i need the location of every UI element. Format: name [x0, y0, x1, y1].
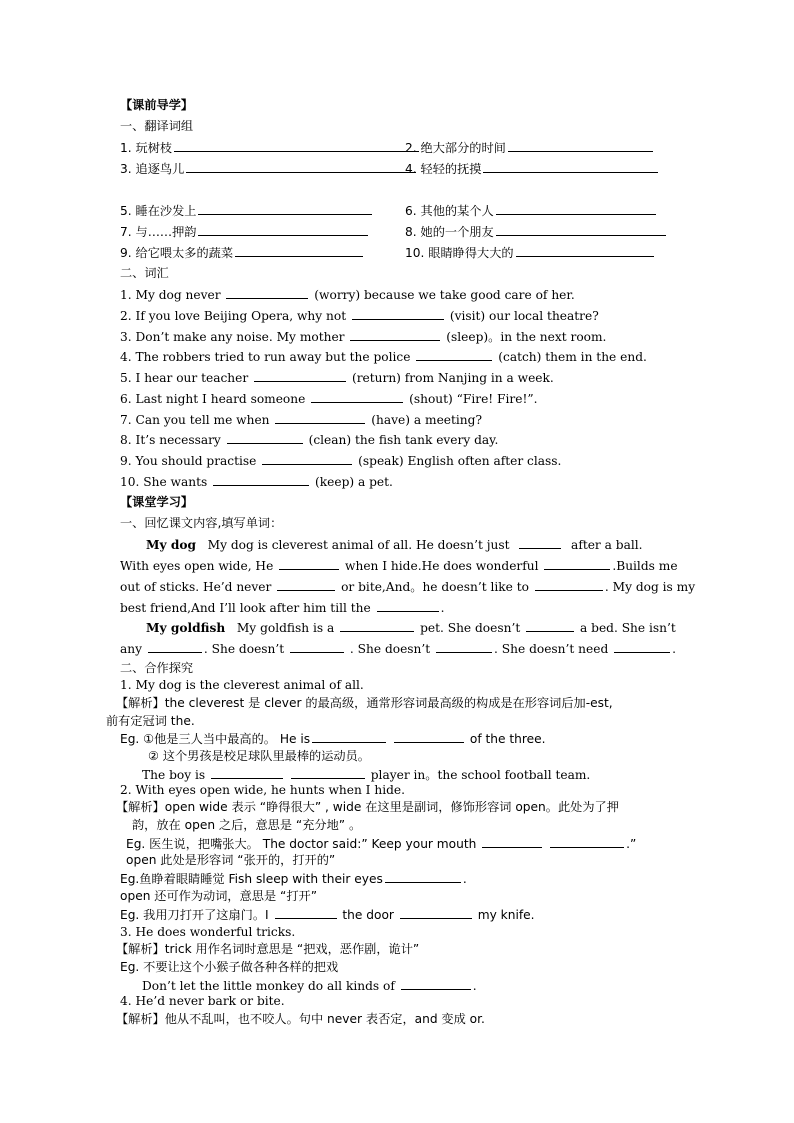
vocab-rest: (catch) them in the end.: [498, 350, 647, 364]
vocab-rest: (have) a meeting?: [371, 413, 482, 427]
item-sentence: 3. He does wonderful tricks.: [120, 925, 296, 939]
passage-text: With eyes open wide, He: [120, 559, 274, 573]
vocab-prompt: 6. Last night I heard someone: [120, 392, 306, 406]
passage-line: [120, 639, 677, 659]
analysis-text: 【解析】open wide 表示 “睁得很大” , wide 在这里是副词，修饰形容词 open。此处为了押: [116, 800, 619, 814]
example-text: Eg.鱼睁着眼睛睡觉 Fish sleep with their eyes: [120, 872, 383, 886]
phrase-row: [120, 243, 680, 264]
section-title-preview: 【课前导学】: [120, 98, 194, 112]
answer-blank[interactable]: [394, 729, 464, 743]
phrase-left: 3. 追逐鸟儿: [120, 162, 185, 176]
answer-blank[interactable]: [262, 451, 352, 465]
example-line: [120, 905, 674, 925]
example-text: The boy is: [142, 768, 206, 782]
vocab-prompt: 8. It’s necessary: [120, 433, 221, 447]
analysis-text: 【解析】trick 用作名词时意思是 “把戏，恶作剧，诡计”: [116, 942, 420, 956]
answer-blank[interactable]: [213, 472, 309, 486]
answer-blank[interactable]: [226, 285, 308, 299]
passage-text: or bite,And。he doesn’t like to: [341, 580, 529, 594]
answer-blank[interactable]: [508, 138, 653, 152]
passage-text: . She doesn’t: [203, 642, 285, 656]
vocab-rest: (speak) English often after class.: [358, 454, 562, 468]
passage-text: . She doesn’t need: [494, 642, 609, 656]
answer-blank[interactable]: [350, 327, 440, 341]
phrase-right: 10. 眼睛睁得大大的: [405, 246, 514, 260]
answer-blank[interactable]: [312, 729, 386, 743]
passage-text: .: [672, 642, 677, 656]
vocab-item: [120, 285, 674, 305]
answer-blank[interactable]: [198, 201, 372, 215]
vocab-rest: (return) from Nanjing in a week.: [351, 371, 554, 385]
passage-text: any: [120, 642, 143, 656]
phrase-row: [120, 201, 680, 222]
poem-title-goldfish: My goldfish: [146, 621, 226, 635]
subsection-translate: 一、翻译词组: [120, 119, 194, 133]
answer-blank[interactable]: [291, 765, 365, 779]
vocab-rest: (clean) the fish tank every day.: [308, 433, 499, 447]
answer-blank[interactable]: [311, 389, 403, 403]
passage-text: .Builds me: [612, 559, 678, 573]
phrase-left: 9. 给它喂太多的蔬菜: [120, 246, 234, 260]
answer-blank[interactable]: [496, 201, 656, 215]
analysis-text: open 还可作为动词，意思是 “打开”: [120, 889, 318, 903]
example-line: [120, 869, 674, 889]
phrase-row: [120, 222, 680, 243]
example-line: [120, 729, 674, 749]
vocab-prompt: 1. My dog never: [120, 288, 221, 302]
answer-blank[interactable]: [211, 765, 283, 779]
phrase-right: 8. 她的一个朋友: [405, 225, 494, 239]
answer-blank[interactable]: [277, 577, 335, 591]
answer-blank[interactable]: [275, 410, 365, 424]
vocab-rest: (visit) our local theatre?: [449, 309, 599, 323]
example-text: player in。the school football team.: [370, 768, 591, 782]
vocab-prompt: 10. She wants: [120, 475, 208, 489]
answer-blank[interactable]: [614, 639, 670, 653]
vocab-item: [120, 389, 674, 409]
passage-text: .: [440, 601, 445, 615]
answer-blank[interactable]: [482, 834, 542, 848]
answer-blank[interactable]: [148, 639, 202, 653]
phrase-row: [120, 138, 680, 159]
passage-text: pet. She doesn’t: [420, 621, 521, 635]
vocab-item: [120, 472, 674, 492]
answer-blank[interactable]: [496, 222, 666, 236]
answer-blank[interactable]: [519, 535, 561, 549]
answer-blank[interactable]: [416, 347, 492, 361]
example-text: Eg. 我用刀打开了这扇门。I: [120, 908, 269, 922]
phrase-left: 5. 睡在沙发上: [120, 204, 197, 218]
passage-text: My goldfish is a: [236, 621, 335, 635]
vocab-item: [120, 451, 674, 471]
vocab-prompt: 3. Don’t make any noise. My mother: [120, 330, 345, 344]
example-line: Eg. 不要让这个小猴子做各种各样的把戏: [120, 960, 339, 974]
analysis-text: 韵，放在 open 之后，意思是 “充分地” 。: [132, 818, 362, 832]
example-text: Eg. ①他是三人当中最高的。 He is: [120, 732, 311, 746]
vocab-item: [120, 347, 674, 367]
passage-line: [146, 535, 674, 555]
answer-blank[interactable]: [198, 222, 368, 236]
vocab-item: [120, 368, 674, 388]
answer-blank[interactable]: [483, 159, 658, 173]
phrase-left: 1. 玩树枝: [120, 141, 173, 155]
example-line: ② 这个男孩是校足球队里最棒的运动员。: [148, 749, 370, 763]
item-sentence: 4. He’d never bark or bite.: [120, 994, 285, 1008]
answer-blank[interactable]: [401, 976, 471, 990]
vocab-rest: (shout) “Fire! Fire!”.: [409, 392, 538, 406]
passage-line: [120, 577, 696, 597]
phrase-right: 6. 其他的某个人: [405, 204, 494, 218]
analysis-text: open 此处是形容词 “张开的，打开的”: [126, 853, 336, 867]
example-text: the door: [342, 908, 394, 922]
answer-blank[interactable]: [436, 639, 492, 653]
passage-line: [120, 556, 678, 576]
passage-text: out of sticks. He’d never: [120, 580, 272, 594]
answer-blank[interactable]: [279, 556, 339, 570]
poem-title-dog: My dog: [146, 538, 196, 552]
passage-line: [146, 618, 674, 638]
vocab-rest: (keep) a pet.: [315, 475, 393, 489]
phrase-right: 2. 绝大部分的时间: [405, 141, 506, 155]
passage-text: . My dog is my: [604, 580, 696, 594]
answer-blank[interactable]: [400, 905, 472, 919]
example-text: of the three.: [469, 732, 546, 746]
answer-blank[interactable]: [254, 368, 346, 382]
example-text: .”: [626, 837, 637, 851]
answer-blank[interactable]: [352, 306, 444, 320]
vocab-prompt: 2. If you love Beijing Opera, why not: [120, 309, 347, 323]
analysis-text: 【解析】他从不乱叫，也不咬人。句中 never 表否定，and 变成 or.: [116, 1012, 485, 1026]
item-sentence: 1. My dog is the cleverest animal of all.: [120, 678, 364, 692]
answer-blank[interactable]: [377, 598, 439, 612]
answer-blank[interactable]: [235, 243, 363, 257]
passage-text: a bed. She isn’t: [580, 621, 676, 635]
phrase-row: [120, 159, 680, 180]
phrase-right: 4. 轻轻的抚摸: [405, 162, 482, 176]
answer-blank[interactable]: [526, 618, 574, 632]
example-text: my knife.: [477, 908, 535, 922]
vocab-item: [120, 410, 674, 430]
subsection-vocab: 二、词汇: [120, 266, 169, 280]
example-text: .: [472, 979, 477, 993]
answer-blank[interactable]: [340, 618, 414, 632]
example-text: Don’t let the little monkey do all kinds of: [142, 979, 395, 993]
example-text: Eg. 医生说，把嘴张大。 The doctor said:” Keep your mouth: [126, 837, 477, 851]
vocab-prompt: 9. You should practise: [120, 454, 257, 468]
analysis-text: 前有定冠词 the.: [106, 714, 195, 728]
answer-blank[interactable]: [516, 243, 654, 257]
answer-blank[interactable]: [174, 138, 419, 152]
answer-blank[interactable]: [275, 905, 337, 919]
phrase-left: 7. 与……押韵: [120, 225, 197, 239]
vocab-prompt: 7. Can you tell me when: [120, 413, 270, 427]
vocab-rest: (worry) because we take good care of her.: [314, 288, 575, 302]
vocab-item: [120, 327, 674, 347]
answer-blank[interactable]: [385, 869, 461, 883]
example-text: .: [462, 872, 467, 886]
section-title-classroom: 【课堂学习】: [120, 495, 194, 509]
vocab-prompt: 4. The robbers tried to run away but the police: [120, 350, 411, 364]
vocab-item: [120, 430, 674, 450]
passage-text: . She doesn’t: [349, 642, 431, 656]
vocab-item: [120, 306, 674, 326]
answer-blank[interactable]: [290, 639, 344, 653]
passage-text: after a ball.: [571, 538, 643, 552]
analysis-text: 【解析】the cleverest 是 clever 的最高级，通常形容词最高级的构成是在形容词后加-est,: [116, 696, 613, 710]
passage-text: best friend,And I’ll look after him till the: [120, 601, 371, 615]
passage-line: [120, 598, 674, 618]
subsection-recall: 一、回忆课文内容,填写单词：: [120, 516, 283, 530]
answer-blank[interactable]: [550, 834, 624, 848]
answer-blank[interactable]: [544, 556, 610, 570]
answer-blank[interactable]: [186, 159, 416, 173]
vocab-rest: (sleep)。in the next room.: [446, 330, 607, 344]
subsection-explore: 二、合作探究: [120, 661, 194, 675]
vocab-prompt: 5. I hear our teacher: [120, 371, 249, 385]
answer-blank[interactable]: [535, 577, 603, 591]
item-sentence: 2. With eyes open wide, he hunts when I hide.: [120, 783, 405, 797]
passage-text: My dog is cleverest animal of all. He doesn’t just: [207, 538, 510, 552]
answer-blank[interactable]: [227, 430, 303, 444]
passage-text: when I hide.He does wonderful: [345, 559, 539, 573]
